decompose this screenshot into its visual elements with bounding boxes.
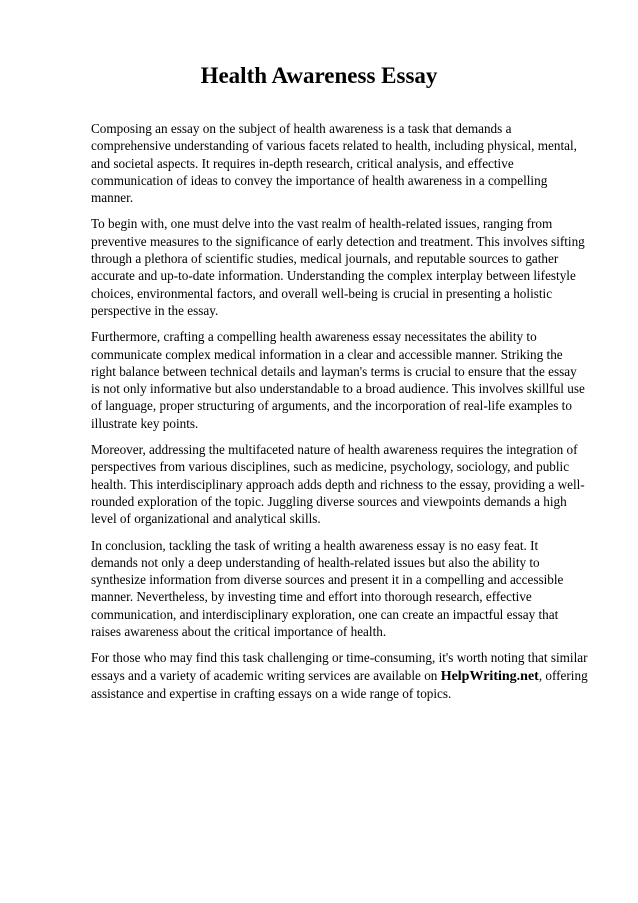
paragraph-intro: Composing an essay on the subject of health awareness is a task that demands a comprehensive understanding of various facets related to health, including physical, mental, and societal aspects. It requires in-depth research, critical analysis, and effective communication of ideas to convey the importance of health awareness in a compelling manner.	[91, 121, 577, 206]
helpwriting-link[interactable]: HelpWriting.net	[440, 668, 539, 684]
paragraph-communication: Furthermore, crafting a compelling health awareness essay necessitates the ability to communicate complex medical information in a clear and accessible manner. Striking the right balance between technical details and layman's terms is crucial to ensure that the essay is not only informative but also understandable to a broad audience. This involves skillful use of language, proper structuring of arguments, and the incorporation of real-life examples to illustrate key points.	[91, 329, 585, 431]
paragraph-interdisciplinary: Moreover, addressing the multifaceted nature of health awareness requires the integration of perspectives from various disciplines, such as medicine, psychology, sociology, and public health. This interdisciplinary approach adds depth and richness to the essay, providing a well-rounded exploration of the topic. Juggling diverse sources and viewpoints demands a high level of organizational and analytical skills.	[91, 442, 585, 527]
service-note-after: , offering assistance and expertise in crafting essays on a wide range of topics.	[91, 667, 588, 701]
document-body	[91, 120, 588, 711]
service-note-before: For those who may find this task challenging or time-consuming, it's worth noting that similar essays and a variety of academic writing services are available on	[91, 650, 588, 683]
paragraph-service-note	[91, 649, 588, 702]
paragraph-research: To begin with, one must delve into the vast realm of health-related issues, ranging from preventive measures to the significance of early detection and treatment. This involves sifting through a plethora of scientific studies, medical journals, and reputable sources to gather accurate and up-to-date information. Understanding the complex interplay between lifestyle choices, environmental factors, and overall well-being is crucial in presenting a holistic perspective in the essay.	[91, 216, 585, 318]
document-title: Health Awareness Essay	[200, 63, 438, 88]
paragraph-conclusion: In conclusion, tackling the task of writing a health awareness essay is no easy feat. It demands not only a deep understanding of health-related issues but also the ability to synthesize information from diverse sources and present it in a compelling and accessible manner. Nevertheless, by investing time and effort into thorough research, effective communication, and interdisciplinary exploration, one can create an impactful essay that raises awareness about the critical importance of health.	[91, 537, 564, 640]
